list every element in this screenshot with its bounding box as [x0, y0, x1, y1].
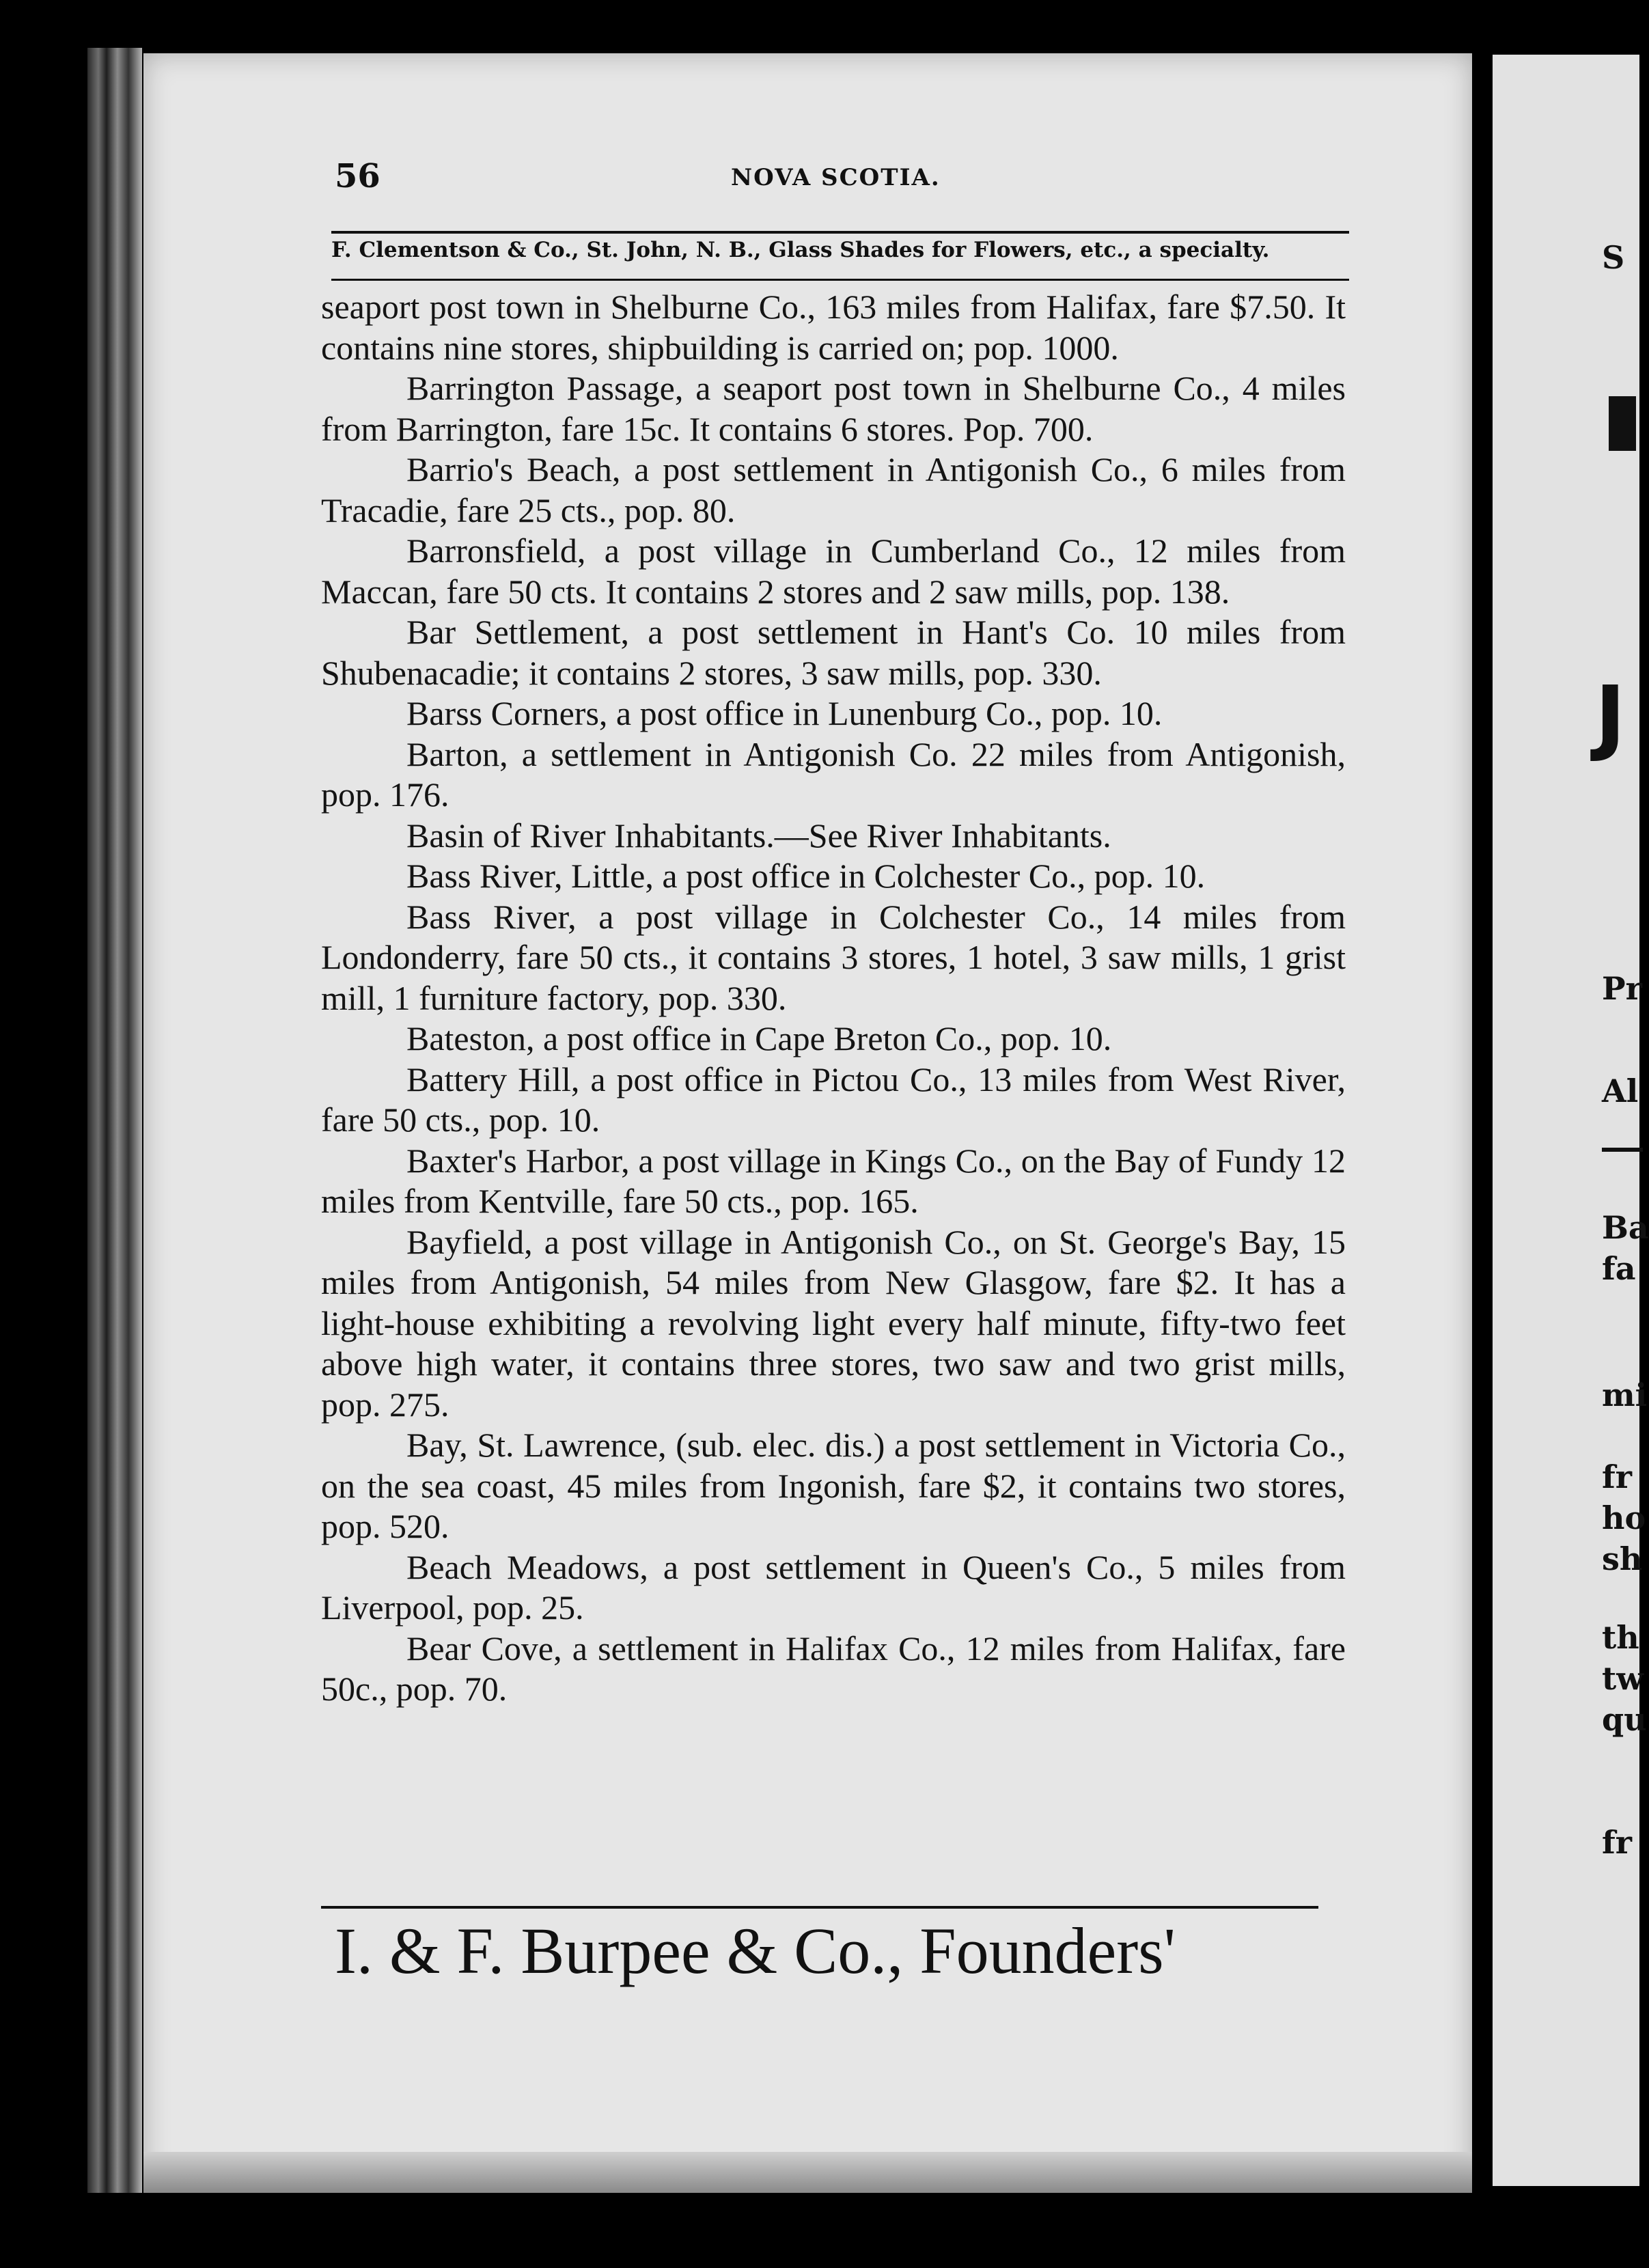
- gazetteer-entry: Bass River, Little, a post office in Colchester Co., pop. 10.: [406, 857, 1206, 895]
- gazetteer-body: [321, 287, 1346, 1710]
- right-fragment: S: [1602, 239, 1625, 276]
- right-page-edge: [1493, 55, 1649, 2186]
- gazetteer-entry: Bear Cove, a settlement in Halifax Co., 12 miles from Halifax, fare 50c., pop. 70.: [321, 1629, 1346, 1708]
- page-bottom-edge: [143, 2152, 1472, 2193]
- right-fragment: Al: [1602, 1073, 1639, 1109]
- gazetteer-entry: Basin of River Inhabitants.—See River Inhabitants.: [406, 816, 1111, 855]
- right-fragment: tw: [1602, 1660, 1644, 1697]
- right-rule: [1602, 1148, 1643, 1152]
- gazetteer-entry: Barss Corners, a post office in Lunenburg Co., pop. 10.: [406, 694, 1163, 732]
- gazetteer-entry: Barrington Passage, a seaport post town in Shelburne Co., 4 miles from Barrington, fare 15c. It contains 6 stores. Pop. 700.: [321, 369, 1346, 448]
- right-fragment: fa: [1602, 1250, 1636, 1287]
- header-rule-lower: [331, 279, 1349, 281]
- right-fragment: fr: [1602, 1458, 1633, 1495]
- running-head: [191, 157, 1353, 198]
- right-black-block: [1609, 396, 1636, 451]
- gazetteer-entry: Baxter's Harbor, a post village in Kings Co., on the Bay of Fundy 12 miles from Kentville, fare 50 cts., pop. 165.: [321, 1141, 1346, 1220]
- top-advertisement: F. Clementson & Co., St. John, N. B., Glass Shades for Flowers, etc., a specialty.: [331, 238, 1270, 262]
- right-fragment: sh: [1602, 1540, 1643, 1577]
- book-edge: [87, 48, 142, 2193]
- gazetteer-entry: Bateston, a post office in Cape Breton Co., pop. 10.: [406, 1019, 1112, 1057]
- running-title: NOVA SCOTIA.: [731, 164, 941, 191]
- gazetteer-entry: Bass River, a post village in Colchester Co., 14 miles from Londonderry, fare 50 cts., it contains 3 stores, 1 hotel, 3 saw mills, 1 grist mill, 1 furniture factory, pop. 330.: [321, 897, 1346, 1017]
- gazetteer-entry: Bar Settlement, a post settlement in Hant's Co. 10 miles from Shubenacadie; it contains 2 stores, 3 saw mills, pop. 330.: [321, 613, 1346, 692]
- right-fragment: fr: [1602, 1824, 1633, 1861]
- right-fragment: th: [1602, 1619, 1639, 1656]
- right-fragment: J: [1595, 669, 1626, 764]
- footer-rule: [321, 1906, 1318, 1909]
- right-fragment: mi: [1602, 1377, 1648, 1413]
- gazetteer-entry: Barronsfield, a post village in Cumberland Co., 12 miles from Maccan, fare 50 cts. It contains 2 stores and 2 saw mills, pop. 138.: [321, 531, 1346, 611]
- right-fragment: Ba: [1602, 1209, 1649, 1246]
- bottom-advertisement: I. & F. Burpee & Co., Founders': [335, 1914, 1176, 1987]
- page-number: 56: [335, 157, 380, 195]
- right-fragment: qu: [1602, 1701, 1647, 1738]
- gazetteer-entry: Battery Hill, a post office in Pictou Co., 13 miles from West River, fare 50 cts., pop. 10.: [321, 1060, 1346, 1139]
- gazetteer-entry: Beach Meadows, a post settlement in Queen's Co., 5 miles from Liverpool, pop. 25.: [321, 1547, 1346, 1627]
- right-fragment: Pr: [1602, 970, 1642, 1007]
- gazetteer-entry: Bayfield, a post village in Antigonish Co., on St. George's Bay, 15 miles from Antigonish, 54 miles from New Glasgow, fare $2. It has a light-house exhibiting a revolving light every half minute, fifty-two feet above high water, it contains three stores, two saw and two grist mills, pop. 275.: [321, 1222, 1346, 1424]
- gazetteer-entry: Barton, a settlement in Antigonish Co. 22 miles from Antigonish, pop. 176.: [321, 734, 1346, 814]
- header-rule: [331, 231, 1349, 234]
- gazetteer-entry: seaport post town in Shelburne Co., 163 miles from Halifax, fare $7.50. It contains nine stores, shipbuilding is carried on; pop. 1000.: [321, 288, 1346, 367]
- right-fragment: ho: [1602, 1499, 1646, 1536]
- gazetteer-entry: Barrio's Beach, a post settlement in Antigonish Co., 6 miles from Tracadie, fare 25 cts., pop. 80.: [321, 450, 1346, 529]
- gazetteer-entry: Bay, St. Lawrence, (sub. elec. dis.) a post settlement in Victoria Co., on the sea coast, 45 miles from Ingonish, fare $2, it contains two stores, pop. 520.: [321, 1426, 1346, 1545]
